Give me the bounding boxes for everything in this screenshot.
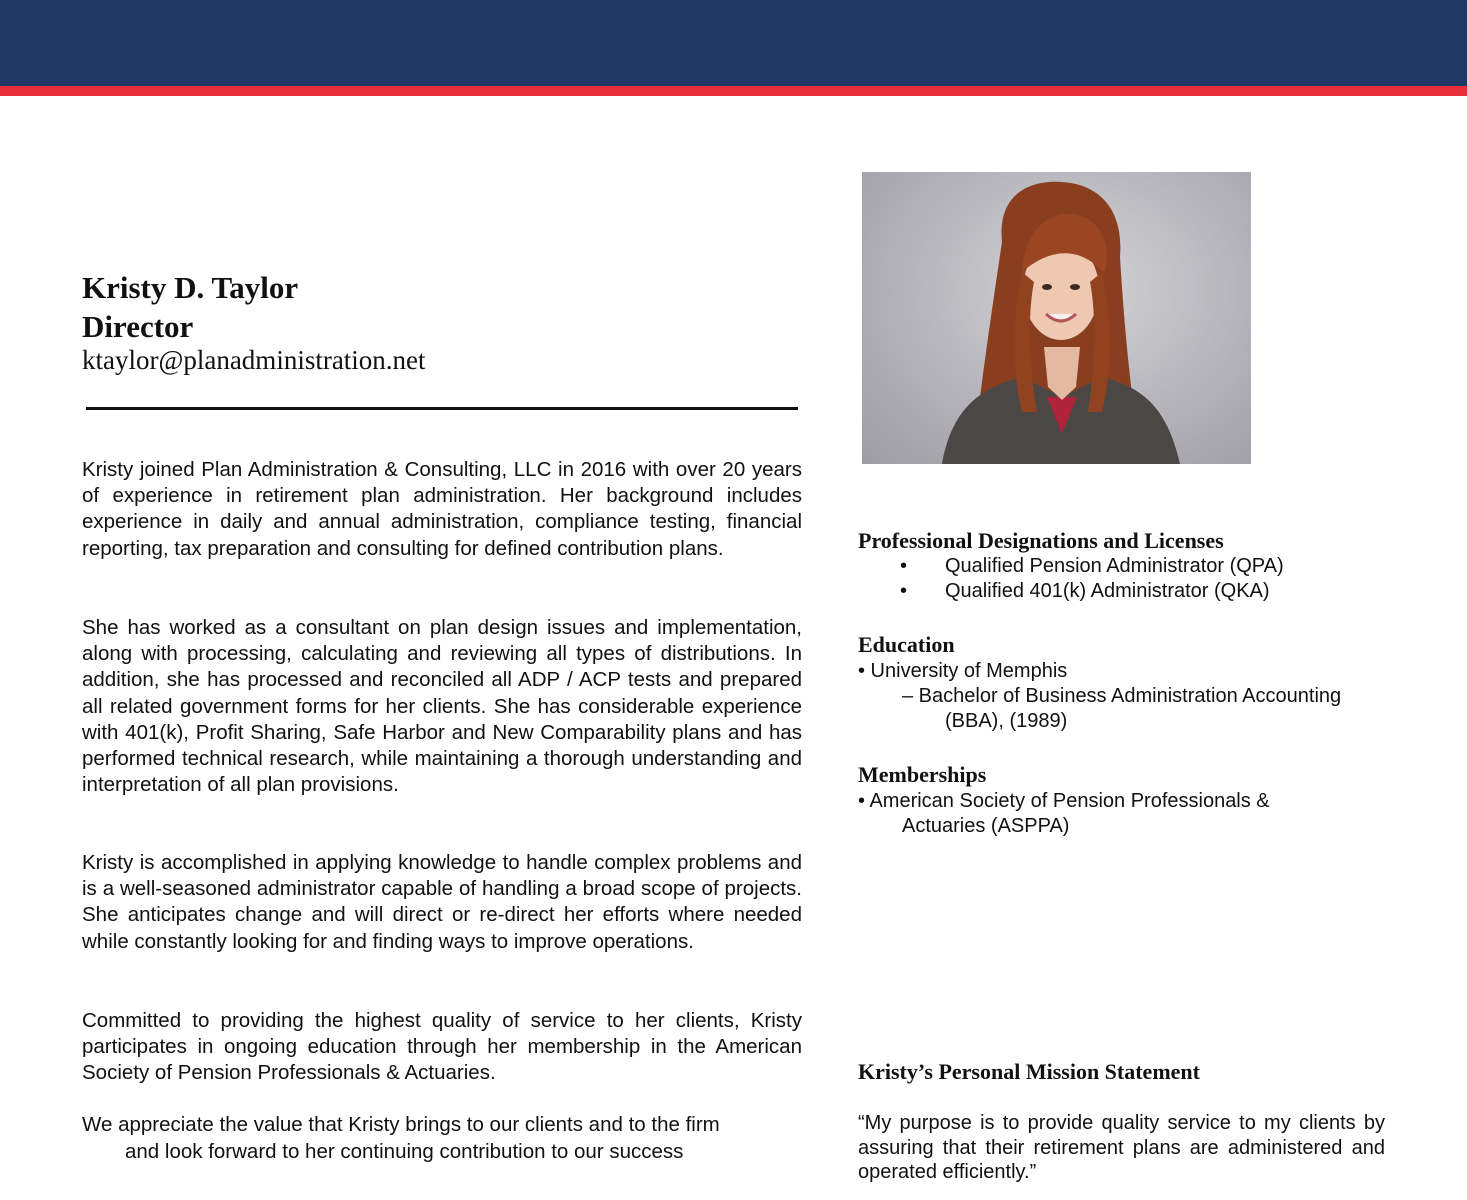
designations-heading: Professional Designations and Licenses bbox=[858, 528, 1224, 553]
membership-item: • American Society of Pension Professionals & bbox=[858, 790, 1270, 812]
designation-item: Qualified Pension Administrator (QPA) bbox=[945, 555, 1284, 577]
person-name: Kristy D. Taylor bbox=[82, 270, 299, 305]
person-title: Director bbox=[82, 309, 194, 344]
education-degree-detail: (BBA), (1989) bbox=[945, 710, 1068, 732]
closing-statement bbox=[82, 1112, 802, 1165]
mission-heading: Kristy’s Personal Mission Statement bbox=[858, 1059, 1200, 1084]
memberships-heading: Memberships bbox=[858, 762, 987, 787]
education-school: • University of Memphis bbox=[858, 660, 1068, 682]
designation-item: Qualified 401(k) Administrator (QKA) bbox=[945, 580, 1270, 602]
portrait-illustration bbox=[862, 172, 1251, 464]
education-heading: Education bbox=[858, 632, 955, 657]
bullet-icon: • bbox=[900, 580, 908, 602]
portrait-photo bbox=[862, 172, 1251, 464]
divider-rule bbox=[86, 407, 798, 410]
header-stripe bbox=[0, 86, 1467, 96]
closing-line-2: and look forward to her continuing contribution to our success bbox=[125, 1139, 684, 1163]
education-degree: – Bachelor of Business Administration Accounting bbox=[902, 685, 1342, 707]
bio-paragraph-2: She has worked as a consultant on plan design issues and implementation, along with processing, calculating and reviewing all types of distributions. In addition, she has processed and reconciled all ADP / ACP tests and prepared all related government forms for her clients. She has considerable experience with 401(k), Profit Sharing, Safe Harbor and New Comparability plans and has performed technical research, while maintaining a thorough understanding and interpretation of all plan provisions. bbox=[82, 616, 802, 797]
closing-line-1: We appreciate the value that Kristy brings to our clients and to the firm bbox=[82, 1113, 720, 1136]
mission-statement: “My purpose is to provide quality service to my clients by assuring that their retirement plans are administered and operated efficiently.” bbox=[858, 1112, 1385, 1183]
membership-item-continued: Actuaries (ASPPA) bbox=[902, 815, 1070, 837]
bullet-icon: • bbox=[900, 555, 908, 577]
bio-paragraph-4: Committed to providing the highest quality of service to her clients, Kristy participates in ongoing education through her membership in the American Society of Pension Professionals & Actuaries. bbox=[82, 1009, 802, 1085]
bio-paragraph-1: Kristy joined Plan Administration & Consulting, LLC in 2016 with over 20 years of experience in retirement plan administration. Her background includes experience in daily and annual administration, compliance testing, financial reporting, tax preparation and consulting for defined contribution plans. bbox=[82, 458, 802, 560]
email-address: ktaylor@planadministration.net bbox=[82, 345, 426, 375]
header-banner bbox=[0, 0, 1467, 86]
bio-paragraph-3: Kristy is accomplished in applying knowledge to handle complex problems and is a well-seasoned administrator capable of handling a broad scope of projects. She anticipates change and will direct or re-direct her efforts where needed while constantly looking for and finding ways to improve operations. bbox=[82, 851, 802, 953]
